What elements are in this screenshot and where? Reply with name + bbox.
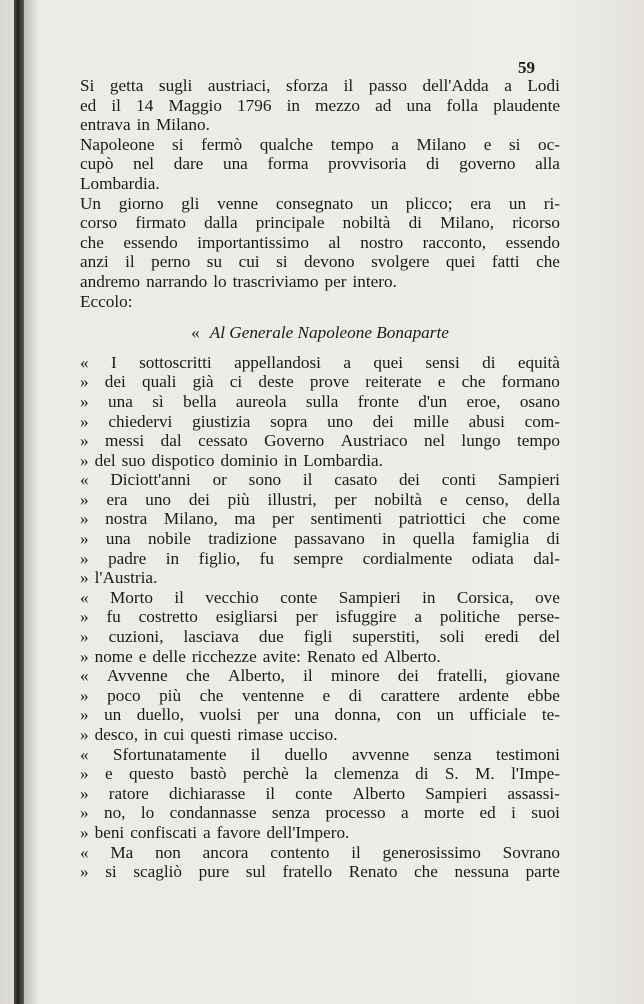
letter-line: » chiedervi giustizia sopra uno dei mille abusi com- [80,411,560,431]
narrative-line: andremo narrando lo trascriviamo per intero. [80,271,397,291]
letter-line: » cuzioni, lasciava due figli superstiti, soli eredi del [80,627,560,647]
narrative-line: cupò nel dare una forma provvisoria di governo alla [80,154,560,174]
letter-line: » si scagliò pure sul fratello Renato che nessuna parte [80,862,560,882]
letter-line: « Morto il vecchio conte Sampieri in Corsica, ove [80,587,560,607]
narrative-line: entrava in Milano. [80,115,210,135]
narrative-line: che essendo importantissimo al nostro racconto, essendo [80,232,560,252]
letter-line: » dei quali già ci deste prove reiterate e che formano [80,372,560,392]
page-number: 59 [518,58,535,77]
letter-line: « Avvenne che Alberto, il minore dei fratelli, giovane [80,666,560,686]
letter-line: » beni confiscati a favore dell'Impero. [80,822,350,842]
letter-line: » padre in figlio, fu sempre cordialmente odiata dal- [80,548,560,568]
letter-line: » nostra Milano, ma per sentimenti patriottici che come [80,509,560,529]
letter-line: « Ma non ancora contento il generosissimo Sovrano [80,842,560,862]
book-binding-edge [14,0,24,1004]
letter-line: » era uno dei più illustri, per nobiltà e censo, della [80,489,560,509]
letter-line: « Sfortunatamente il duello avvenne senza testimoni [80,744,560,764]
letter-line: » l'Austria. [80,568,158,588]
letter-line: » ratore dichiarasse il conte Alberto Sampieri assassi- [80,783,560,803]
letter-heading-text: Al Generale Napoleone Bonaparte [209,323,449,343]
letter-heading [80,323,560,343]
letter-line: « I sottoscritti appellandosi a quei sensi di equità [80,352,560,372]
narrative-line: ed il 14 Maggio 1796 in mezzo ad una folla plaudente [80,95,560,115]
narrative-line: Lombardia. [80,173,160,193]
letter-heading-quote: « [191,323,200,343]
letter-line: « Diciott'anni or sono il casato dei conti Sampieri [80,470,560,490]
narrative-line: Eccolo: [80,291,133,311]
letter-line: » nome e delle ricchezze avite: Renato ed Alberto. [80,646,441,666]
narrative-line: Napoleone si fermò qualche tempo a Milano e si oc- [80,134,560,154]
letter-line: » un duello, vuolsi per una donna, con un ufficiale te- [80,705,560,725]
letter-line: » poco più che ventenne e di carattere ardente ebbe [80,685,560,705]
letter-line: » desco, in cui questi rimase ucciso. [80,725,338,744]
letter-text [80,353,560,882]
binding-shadow [24,0,38,1004]
letter-line: » una sì bella aureola sulla fronte d'un eroe, osano [80,391,560,411]
narrative-text [80,76,560,311]
letter-line: » messi dal cessato Governo Austriaco nel lungo tempo [80,431,560,451]
narrative-line: corso firmato dalla principale nobiltà di Milano, ricorso [80,213,560,233]
narrative-line: Un giorno gli venne consegnato un plicco; era un ri- [80,193,560,213]
page-body [80,76,560,882]
letter-line: » del suo dispotico dominio in Lombardia. [80,450,383,470]
letter-line: » una nobile tradizione passavano in quella famiglia di [80,529,560,549]
letter-line: » fu costretto esigliarsi per isfuggire a politiche perse- [80,607,560,627]
letter-line: » e questo bastò perchè la clemenza di S. M. l'Impe- [80,764,560,784]
letter-line: » no, lo condannasse senza processo a morte ed i suoi [80,803,560,823]
narrative-line: Si getta sugli austriaci, sforza il passo dell'Adda a Lodi [80,76,560,95]
narrative-line: anzi il perno su cui si devono svolgere quei fatti che [80,252,560,272]
